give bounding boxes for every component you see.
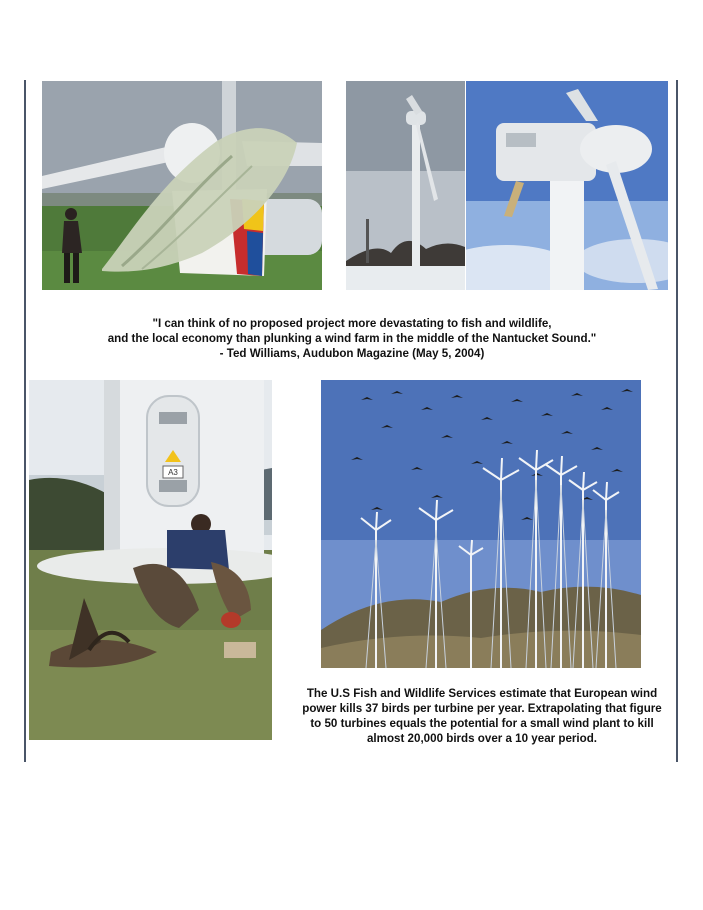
broken-blade-turbine-photo [346,81,465,290]
stat-line-4: almost 20,000 birds over a 10 year period. [366,732,598,745]
collapsed-turbine-photo [42,81,322,290]
quote-line-1: "I can think of no proposed project more devastating to fish and wildlife, [152,317,552,330]
dead-birds-turbine-base-photo [29,380,272,740]
left-border-rule [24,80,26,762]
turbine-nacelle-photo [466,81,668,290]
stat-line-1: The U.S Fish and Wildlife Services estimate that European wind [306,687,658,700]
stat-line-3: to 50 turbines equals the potential for a small wind plant to kill [310,717,654,730]
stat-line-2: power kills 37 birds per turbine per year. Extrapolating that figure [302,702,662,715]
right-border-rule [676,80,678,762]
quote-line-2: and the local economy than plunking a wind farm in the middle of the Nantucket Sound." [107,332,597,345]
wind-farm-birds-photo [321,380,641,668]
door-sign-label: A3 [168,468,178,477]
quote-caption [60,316,644,361]
bird-mortality-caption [292,686,672,746]
quote-attribution: - Ted Williams, Audubon Magazine (May 5, 2004) [219,347,485,360]
